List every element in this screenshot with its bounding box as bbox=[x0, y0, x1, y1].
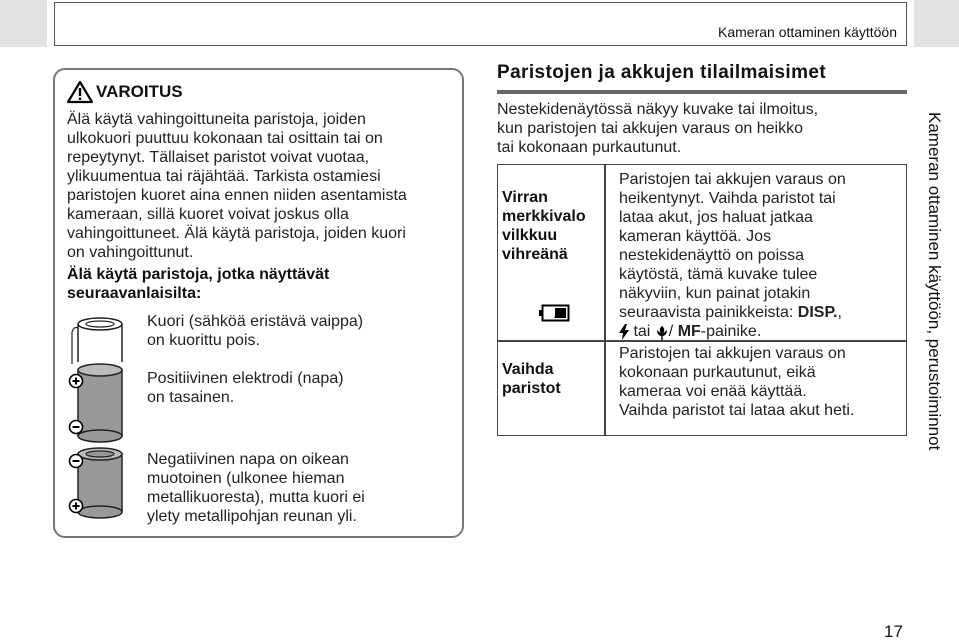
text-line: Paristojen tai akkujen varaus on bbox=[619, 345, 846, 362]
label-line: Virran bbox=[502, 189, 548, 206]
bold-line: Älä käytä paristoja, jotka näyttävät bbox=[67, 266, 330, 283]
warning-line: vahingoittuneet. Älä käytä paristoja, joiden kuori bbox=[67, 225, 406, 242]
label-line: merkkivalo bbox=[502, 208, 586, 225]
page-number: 17 bbox=[884, 622, 903, 641]
text-line: lataa akut, jos haluat jatkaa bbox=[619, 209, 813, 226]
section-title: Paristojen ja akkujen tilailmaisimet bbox=[497, 62, 827, 83]
chapter-side-tab: Kameran ottaminen käyttöön, perustoiminnot bbox=[925, 112, 944, 451]
text-fragment: tai bbox=[629, 323, 655, 340]
text-line: Paristojen tai akkujen varaus on bbox=[619, 171, 846, 188]
intro-line: kun paristojen tai akkujen varaus on heikko bbox=[497, 120, 803, 137]
text-fragment: , bbox=[837, 304, 842, 321]
warning-triangle-icon bbox=[66, 80, 94, 104]
text-fragment: seuraavista painikkeista: bbox=[619, 304, 798, 321]
text-line-buttons-2 bbox=[619, 322, 905, 341]
minus-terminal-icon bbox=[68, 453, 84, 469]
item-line: metallikuoresta), mutta kuori ei bbox=[147, 489, 365, 506]
warning-item-2 bbox=[147, 369, 344, 407]
bold-line: seuraavanlaisilta: bbox=[67, 285, 202, 302]
warning-paragraph bbox=[67, 110, 457, 262]
label-line: vihreänä bbox=[502, 246, 568, 263]
label-line: Vaihda bbox=[502, 361, 554, 378]
macro-flower-icon bbox=[655, 324, 669, 340]
row2-label bbox=[502, 360, 561, 398]
item-line: Negatiivinen napa on oikean bbox=[147, 451, 349, 468]
row1-text bbox=[619, 170, 905, 341]
warning-line: ulkokuori puuttuu kokonaan tai osittain tai on bbox=[67, 130, 383, 147]
plus-terminal-icon bbox=[68, 373, 84, 389]
row1-label bbox=[502, 188, 586, 264]
low-battery-icon bbox=[538, 304, 570, 322]
warning-line: kameraan, sillä kuoret voivat joskus olla bbox=[67, 206, 349, 223]
section-rule bbox=[497, 90, 907, 94]
warning-bold-note bbox=[67, 265, 457, 303]
item-line: on tasainen. bbox=[147, 389, 235, 406]
text-fragment: / bbox=[668, 323, 678, 340]
warning-line: Älä käytä vahingoittuneita paristoja, joiden bbox=[67, 111, 366, 128]
flash-icon bbox=[619, 324, 629, 340]
text-line: näkyviin, kun painat jotakin bbox=[619, 285, 811, 302]
item-line: Positiivinen elektrodi (napa) bbox=[147, 370, 344, 387]
label-line: vilkkuu bbox=[502, 227, 558, 244]
row2-text bbox=[619, 344, 905, 420]
warning-item-1 bbox=[147, 312, 363, 350]
running-header: Kameran ottaminen käyttöön bbox=[718, 24, 897, 40]
warning-heading bbox=[66, 80, 183, 104]
warning-line: ylikuumentua tai räjähtää. Tarkista ostamiesi bbox=[67, 168, 381, 185]
text-line: heikentynyt. Vaihda paristot tai bbox=[619, 190, 836, 207]
corner-tab-right bbox=[914, 0, 959, 47]
item-line: ylety metallipohjan reunan yli. bbox=[147, 508, 357, 525]
intro-line: tai kokonaan purkautunut. bbox=[497, 139, 682, 156]
warning-title: VAROITUS bbox=[96, 82, 183, 101]
minus-terminal-icon bbox=[68, 419, 84, 435]
text-line: kameran käyttöä. Jos bbox=[619, 228, 772, 245]
section-intro bbox=[497, 100, 907, 157]
text-line: nestekidenäyttö on poissa bbox=[619, 247, 805, 264]
item-line: on kuorittu pois. bbox=[147, 332, 260, 349]
corner-tab-left bbox=[0, 0, 47, 47]
disp-button-label: DISP. bbox=[797, 304, 838, 321]
item-line: Kuori (sähköä eristävä vaippa) bbox=[147, 313, 364, 330]
table-divider-vertical bbox=[604, 164, 606, 436]
item-line: muotoinen (ulkonee hieman bbox=[147, 470, 345, 487]
text-line: Vaihda paristot tai lataa akut heti. bbox=[619, 402, 855, 419]
warning-line: on vahingoittunut. bbox=[67, 244, 194, 261]
text-fragment: -painike. bbox=[700, 323, 762, 340]
text-line: käytöstä, tämä kuvake tulee bbox=[619, 266, 818, 283]
mf-button-label: MF bbox=[677, 323, 701, 340]
plus-terminal-icon bbox=[68, 498, 84, 514]
text-line-buttons bbox=[619, 303, 905, 322]
label-line: paristot bbox=[502, 380, 561, 397]
warning-item-3 bbox=[147, 450, 365, 526]
warning-line: repeytynyt. Tällaiset paristot voivat vuotaa, bbox=[67, 149, 370, 166]
text-line: kameraa voi enää käyttää. bbox=[619, 383, 807, 400]
warning-line: paristojen kuoret aina ennen niiden asentamista bbox=[67, 187, 407, 204]
text-line: kokonaan purkautunut, eikä bbox=[619, 364, 816, 381]
intro-line: Nestekidenäytössä näkyy kuvake tai ilmoitus, bbox=[497, 101, 819, 118]
